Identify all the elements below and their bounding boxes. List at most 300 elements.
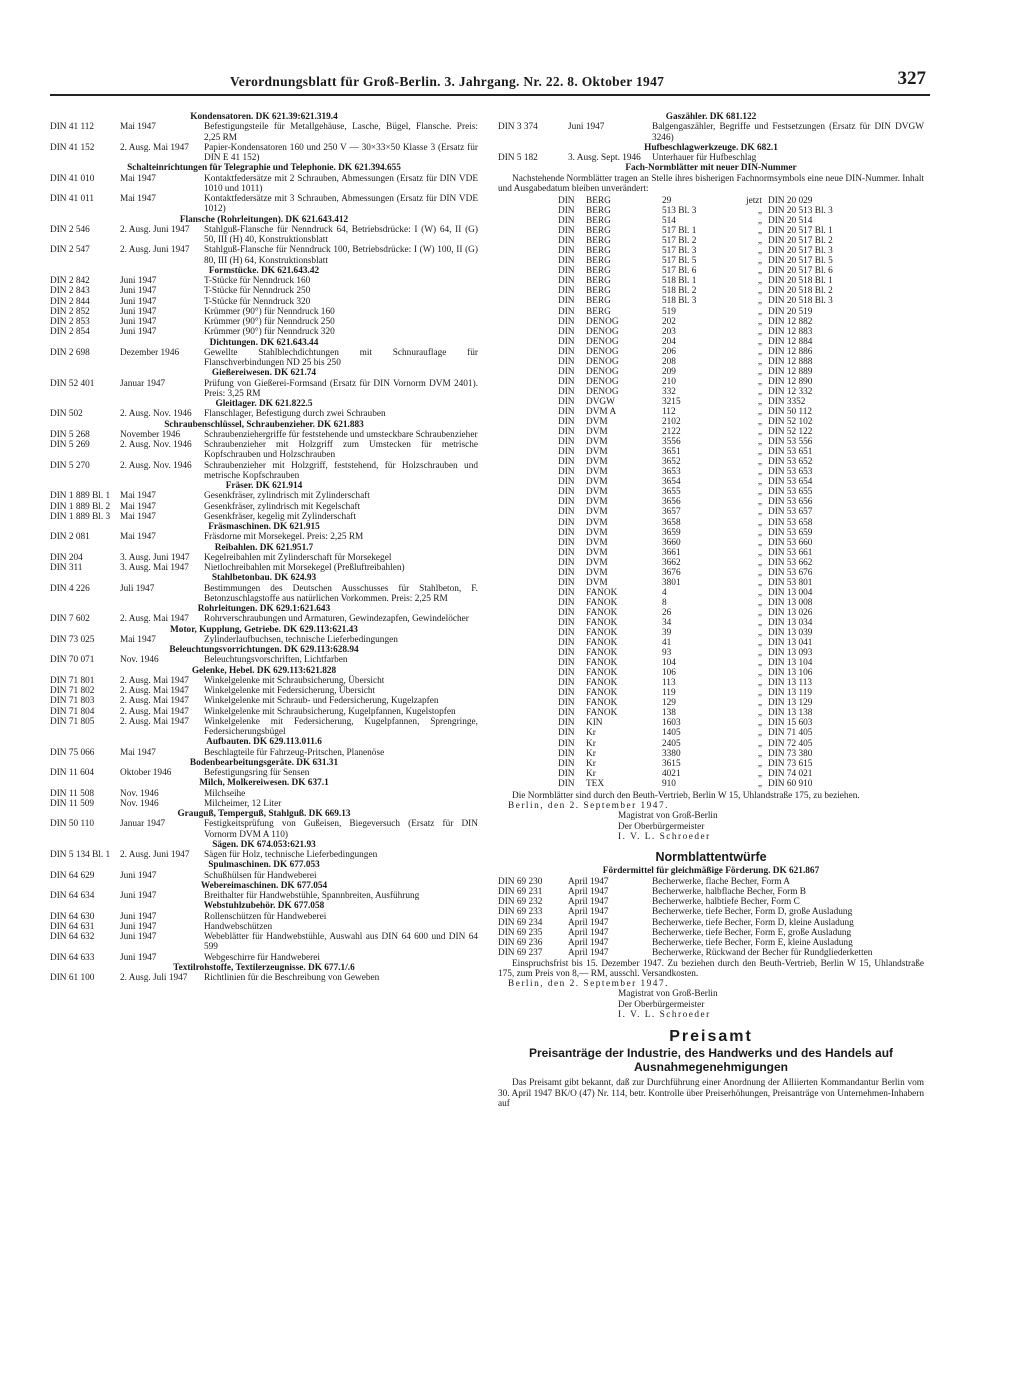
renumber-cell: DVM: [586, 467, 608, 478]
norm-entry: [50, 655, 478, 665]
renumber-cell: „: [757, 236, 762, 247]
renumber-cell: DIN: [558, 376, 575, 387]
section-heading: Webstuhlzubehör. DK 677.058: [203, 901, 325, 912]
renumber-cell: DIN 13 039: [768, 628, 813, 639]
renumber-cell: 2102: [662, 417, 681, 428]
norm-title: Beleuchtungsvorschriften, Lichtfarben: [204, 655, 348, 666]
renumber-cell: DIN: [558, 507, 575, 518]
entwuerfe-date: Berlin, den 2. September 1947.: [508, 979, 669, 990]
renumber-cell: FANOK: [586, 658, 618, 669]
section-heading: Motor, Kupplung, Getriebe. DK 629.113:621.43: [170, 624, 358, 635]
renumber-cell: Kr: [586, 768, 596, 779]
renumber-cell: DIN: [558, 326, 575, 337]
renumber-cell: DIN 12 890: [768, 376, 813, 387]
renumber-cell: DIN 12 888: [768, 356, 813, 367]
preisamt-title: Preisamt: [669, 1028, 753, 1046]
section-heading: Reibahlen. DK 621.951.7: [214, 542, 314, 553]
issue-date: April 1947: [568, 927, 609, 938]
renumber-row: [558, 337, 924, 347]
renumber-cell: DENOG: [586, 386, 619, 397]
norm-title: Milchseihe: [204, 788, 246, 799]
renumber-cell: DIN: [558, 567, 575, 578]
renumber-cell: DIN: [558, 487, 575, 498]
norm-entry: [498, 153, 924, 163]
section-heading: Fräsmaschinen. DK 621.915: [208, 522, 320, 532]
norm-title: T-Stücke für Nenndruck 160: [204, 276, 311, 286]
renumber-cell: DIN: [558, 366, 575, 377]
norm-title: Winkelgelenke mit Federsicherung, Kugelpfannen, Sprengringe, Federsicherungsbügel: [204, 716, 478, 737]
renumber-cell: DIN 13 119: [768, 688, 813, 699]
renumber-row: [558, 598, 924, 608]
entwuerfe-list: [498, 877, 924, 959]
section-heading: Kondensatoren. DK 621.39:621.319.4: [190, 112, 338, 122]
renumber-cell: 3660: [662, 537, 681, 548]
signatory-office: Magistrat von Groß-Berlin: [618, 811, 718, 822]
renumber-cell: DIN: [558, 527, 575, 538]
norm-entry: [50, 194, 478, 215]
renumber-cell: „: [757, 557, 762, 568]
renumber-cell: 519: [662, 306, 676, 317]
norm-title: Handwebschützen: [204, 921, 273, 932]
renumber-cell: 3380: [662, 748, 681, 759]
issue-date: Juni 1947: [120, 317, 157, 327]
issue-date: 2. Ausg. Juni 1947: [120, 850, 190, 860]
renumber-cell: 3655: [662, 487, 681, 498]
norm-title: Winkelgelenke mit Schraub- und Federsicherung, Kugelzapfen: [204, 696, 439, 707]
issue-date: Juni 1947: [120, 306, 157, 317]
renumber-cell: DIN 20 517 Bl. 5: [768, 256, 833, 267]
renumber-cell: 518 Bl. 3: [662, 296, 697, 307]
issue-date: Mai 1947: [120, 747, 156, 758]
renumber-cell: DIN 53 658: [768, 517, 813, 528]
renumber-cell: „: [757, 517, 762, 528]
renumber-cell: „: [757, 728, 762, 739]
renumber-table: [498, 196, 924, 789]
renumber-row: [558, 216, 924, 226]
renumber-cell: DIN: [558, 748, 575, 759]
renumber-cell: „: [757, 427, 762, 438]
issue-date: Nov. 1946: [120, 798, 159, 809]
din-number: DIN 64 630: [50, 911, 95, 922]
renumber-cell: DIN: [558, 386, 575, 397]
renumber-cell: 210: [662, 376, 676, 387]
norm-entry: [50, 512, 478, 522]
renumber-cell: FANOK: [586, 708, 618, 719]
renumber-row: [558, 518, 924, 528]
norm-entry: [50, 286, 478, 296]
din-number: DIN 11 509: [50, 798, 95, 809]
section-heading: Gaszähler. DK 681.122: [665, 112, 757, 122]
norm-title: Rohrverschraubungen und Armaturen, Gewindezapfen, Gewindelöcher: [204, 614, 469, 625]
renumber-cell: „: [757, 638, 762, 649]
renumber-row: [558, 377, 924, 387]
section-heading: Gelenke, Hebel. DK 629.113:621.828: [191, 665, 337, 676]
renumber-row: [558, 487, 924, 497]
renumber-cell: DVM: [586, 417, 608, 428]
renumber-cell: FANOK: [586, 648, 618, 659]
renumber-cell: „: [757, 718, 762, 729]
renumber-row: [558, 578, 924, 588]
renumber-cell: 26: [662, 607, 672, 618]
renumber-row: [558, 246, 924, 256]
norm-title: Prüfung von Gießerei-Formsand (Ersatz für DIN Vornorm DVM 2401). Preis: 3,25 RM: [204, 378, 478, 399]
norm-title: Gesenkfräser, zylindrisch mit Zylinderschaft: [204, 491, 370, 502]
renumber-cell: „: [757, 256, 762, 267]
renumber-cell: DIN 53 659: [768, 527, 813, 538]
din-number: DIN 5 270: [50, 460, 90, 471]
renumber-cell: 3656: [662, 497, 681, 508]
renumber-cell: BERG: [586, 206, 611, 217]
din-number: DIN 2 698: [50, 347, 90, 358]
renumber-cell: 8: [662, 597, 667, 608]
renumber-cell: „: [757, 467, 762, 478]
renumber-cell: FANOK: [586, 638, 618, 649]
section-heading: Dichtungen. DK 621.643.44: [209, 337, 319, 348]
renumber-cell: DIN: [558, 557, 575, 568]
din-number: DIN 3 374: [498, 122, 538, 133]
renumber-cell: DIN 20 514: [768, 216, 813, 227]
renumber-cell: 3676: [662, 567, 681, 578]
renumber-cell: 517 Bl. 1: [662, 226, 697, 237]
entwuerfe-subtitle: Fördermittel für gleichmäßige Förderung. DK 621.867: [602, 866, 820, 877]
norm-title: Stahlguß-Flansche für Nenndruck 64, Betriebsdrücke: I (W) 64, II (G) 50, III (H) 40, Konstruktionsblatt: [204, 224, 478, 245]
renumber-cell: BERG: [586, 306, 611, 317]
renumber-cell: BERG: [586, 286, 611, 297]
renumber-cell: DIN: [558, 467, 575, 478]
renumber-cell: DIN: [558, 628, 575, 639]
distribution-note: Die Normblätter sind durch den Beuth-Vertrieb, Berlin W 15, Uhlandstraße 175, zu beziehen.: [512, 790, 860, 801]
renumber-row: [558, 749, 924, 759]
renumber-cell: 517 Bl. 3: [662, 246, 697, 257]
norm-title: Rollenschützen für Handweberei: [204, 911, 327, 922]
renumber-row: [558, 528, 924, 538]
renumber-cell: „: [757, 356, 762, 367]
renumber-cell: „: [757, 266, 762, 277]
din-number: DIN 1 889 Bl. 1: [50, 491, 111, 502]
page-header: [50, 66, 930, 96]
renumber-cell: DENOG: [586, 366, 619, 377]
renumber-cell: FANOK: [586, 688, 618, 699]
renumber-cell: 4: [662, 587, 667, 598]
renumber-cell: DIN: [558, 497, 575, 508]
renumber-cell: „: [757, 527, 762, 538]
renumber-cell: DIN: [558, 396, 575, 407]
renumber-cell: DIN 12 332: [768, 386, 813, 397]
renumber-cell: DENOG: [586, 346, 619, 357]
renumber-cell: 3652: [662, 457, 681, 468]
renumber-cell: DIN 12 884: [768, 336, 813, 347]
renumber-cell: DIN: [558, 316, 575, 327]
issue-date: Oktober 1946: [120, 768, 172, 778]
renumber-cell: 1603: [662, 718, 681, 729]
renumber-cell: 41: [662, 638, 672, 649]
renumber-cell: DVM: [586, 477, 608, 488]
norm-title: Befestigungsteile für Metallgehäuse, Lasche, Bügel, Flansche. Preis: 2,25 RM: [204, 122, 478, 143]
din-number: DIN 69 237: [498, 948, 543, 959]
norm-title: Nietlochreibahlen mit Morsekegel (Preßluftreibahlen): [204, 563, 405, 573]
renumber-cell: DIN 71 405: [768, 728, 813, 739]
renumber-cell: „: [757, 316, 762, 327]
renumber-row: [558, 708, 924, 718]
renumber-row: [558, 739, 924, 749]
norm-title: Unterhauer für Hufbeschlag: [652, 153, 757, 163]
norm-title: Winkelgelenke mit Schraubsicherung, Kugelpfannen, Kugelstopfen: [204, 706, 456, 717]
renumber-cell: DIN: [558, 778, 575, 789]
din-number: DIN 71 804: [50, 706, 95, 717]
signatory-title: Der Oberbürgermeister: [618, 821, 705, 832]
renumber-row: [558, 437, 924, 447]
renumber-cell: „: [757, 276, 762, 287]
renumber-row: [558, 718, 924, 728]
renumber-cell: DIN 73 615: [768, 758, 813, 769]
entwuerfe-signatory-name: I. V. L. Schroeder: [618, 1009, 711, 1020]
renumber-cell: BERG: [586, 226, 611, 237]
renumber-cell: DIN 20 517 Bl. 1: [768, 226, 833, 237]
renumber-cell: DIN: [558, 587, 575, 598]
renumber-cell: FANOK: [586, 698, 618, 709]
renumber-cell: DIN: [558, 437, 575, 448]
section-heading: Webereimaschinen. DK 677.054: [200, 880, 328, 891]
norm-entry: [50, 973, 478, 983]
norm-entry: [50, 348, 478, 369]
issue-date: 2. Ausg. Juni 1947: [120, 245, 190, 256]
issue-date: April 1947: [568, 948, 609, 959]
renumber-cell: DIN: [558, 226, 575, 237]
renumber-cell: DIN 53 655: [768, 487, 813, 498]
issue-date: April 1947: [568, 907, 609, 918]
renumber-cell: DIN: [558, 236, 575, 247]
issue-date: 2. Ausg. Mai 1947: [120, 686, 189, 696]
renumber-cell: 3654: [662, 477, 681, 488]
norm-title: Becherwerke, halbflache Becher, Form B: [652, 886, 806, 897]
norm-title: Schraubenzieher mit Holzgriff zum Umstecken für metrische Kopfschrauben und Holzschrauben: [204, 440, 478, 461]
renumber-cell: DENOG: [586, 336, 619, 347]
right-column: [498, 112, 924, 1109]
renumber-cell: „: [757, 708, 762, 719]
renumber-cell: DIN: [558, 246, 575, 257]
renumber-cell: „: [757, 758, 762, 769]
din-number: DIN 64 633: [50, 952, 95, 963]
renumber-cell: „: [757, 507, 762, 518]
issue-date: Mai 1947: [120, 173, 156, 184]
renumber-cell: „: [757, 698, 762, 709]
renumber-cell: Kr: [586, 758, 596, 769]
issue-date: April 1947: [568, 886, 609, 897]
renumber-row: [558, 236, 924, 246]
renumber-cell: „: [757, 336, 762, 347]
renumber-cell: DIN 53 660: [768, 537, 813, 548]
issue-date: Juni 1947: [120, 870, 157, 881]
din-number: DIN 4 226: [50, 583, 90, 594]
din-number: DIN 50 110: [50, 819, 95, 830]
renumber-cell: DIN 72 405: [768, 738, 813, 749]
renumber-row: [558, 548, 924, 558]
draft-entry: [498, 907, 924, 917]
issue-date: 2. Ausg. Mai 1947: [120, 142, 189, 153]
renumber-cell: DIN: [558, 577, 575, 588]
norm-title: Festigkeitsprüfung von Gußeisen, Biegeversuch (Ersatz für DIN Vornorm DVM A 110): [204, 819, 478, 840]
din-number: DIN 41 152: [50, 142, 95, 153]
renumber-cell: DVM: [586, 567, 608, 578]
norm-entry: [50, 440, 478, 461]
norm-title: Papier-Kondensatoren 160 und 250 V — 30×33×50 Klasse 3 (Ersatz für DIN E 41 152): [204, 142, 478, 163]
section-heading: Milch, Molkereiwesen. DK 637.1: [199, 778, 329, 789]
norm-title: Gesenkfräser, zylindrisch mit Kegelschaft: [204, 501, 361, 512]
renumber-cell: DIN 20 517 Bl. 3: [768, 246, 833, 257]
norm-entry: [50, 635, 478, 645]
issue-date: Juni 1947: [120, 911, 157, 922]
renumber-row: [558, 678, 924, 688]
din-number: DIN 1 889 Bl. 3: [50, 511, 111, 522]
renumber-cell: „: [757, 326, 762, 337]
renumber-cell: BERG: [586, 196, 611, 206]
renumber-cell: 3659: [662, 527, 681, 538]
renumber-cell: „: [757, 628, 762, 639]
renumber-cell: 119: [662, 688, 676, 699]
issue-date: Dezember 1946: [120, 347, 180, 358]
renumber-cell: DIN: [558, 417, 575, 428]
section-heading: Textilrohstoffe, Textilerzeugnisse. DK 677.1/.6: [173, 962, 355, 973]
renumber-cell: DIN: [558, 718, 575, 729]
renumber-row: [558, 628, 924, 638]
renumber-cell: DIN 13 129: [768, 698, 813, 709]
renumber-cell: „: [757, 437, 762, 448]
renumber-row: [558, 296, 924, 306]
norm-entry: [50, 799, 478, 809]
section-heading: Bodenbearbeitungsgeräte. DK 631.31: [189, 757, 339, 768]
renumber-cell: DVM: [586, 537, 608, 548]
renumber-cell: DIN: [558, 547, 575, 558]
renumber-cell: BERG: [586, 246, 611, 257]
renumber-cell: 910: [662, 778, 676, 789]
renumber-row: [558, 417, 924, 427]
issue-date: November 1946: [120, 429, 181, 440]
renumber-cell: DIN 12 883: [768, 326, 813, 337]
renumber-cell: DIN 53 653: [768, 467, 813, 478]
renumber-cell: 206: [662, 346, 676, 357]
renumber-cell: DIN 20 517 Bl. 2: [768, 236, 833, 247]
renumber-row: [558, 638, 924, 648]
renumber-cell: „: [757, 597, 762, 608]
renumber-cell: „: [757, 386, 762, 397]
renumber-cell: DIN: [558, 537, 575, 548]
din-number: DIN 2 842: [50, 276, 90, 286]
renumber-row: [558, 507, 924, 517]
renumber-cell: BERG: [586, 216, 611, 227]
renumber-cell: BERG: [586, 276, 611, 287]
renumber-cell: „: [757, 396, 762, 407]
norm-title: Webgeschirre für Handweberei: [204, 952, 320, 963]
din-number: DIN 64 629: [50, 870, 95, 881]
issue-date: 3. Ausg. Juni 1947: [120, 552, 190, 563]
renumber-cell: DIN: [558, 216, 575, 227]
issue-date: 2. Ausg. Nov. 1946: [120, 409, 192, 420]
norm-title: Zylinderlaufbuchsen, technische Lieferbedingungen: [204, 634, 398, 645]
renumber-cell: „: [757, 457, 762, 468]
renumber-cell: DIN 60 910: [768, 778, 813, 789]
renumber-cell: DIN: [558, 457, 575, 468]
renumber-cell: DIN: [558, 306, 575, 317]
din-number: DIN 69 233: [498, 907, 543, 918]
renumber-row: [558, 427, 924, 437]
renumber-cell: DIN 53 661: [768, 547, 813, 558]
renumber-cell: DIN 53 654: [768, 477, 813, 488]
issue-date: Juli 1947: [120, 583, 155, 594]
norm-title: Breithalter für Handwebstühle, Spannbreiten, Ausführung: [204, 891, 420, 901]
renumber-cell: DVM: [586, 437, 608, 448]
renumber-cell: DIN: [558, 286, 575, 297]
renumber-cell: Kr: [586, 738, 596, 749]
din-number: DIN 2 547: [50, 245, 90, 256]
norm-entry: [50, 225, 478, 246]
norm-title: Krümmer (90°) für Nenndruck 320: [204, 327, 335, 338]
norm-title: Becherwerke, tiefe Becher, Form E, kleine Ausladung: [652, 938, 853, 949]
renumber-cell: DIN: [558, 266, 575, 277]
renumber-cell: DIN: [558, 728, 575, 739]
left-column: [50, 112, 478, 983]
renumber-cell: FANOK: [586, 668, 618, 679]
renumber-cell: 106: [662, 668, 676, 679]
renumber-row: [558, 779, 924, 789]
din-number: DIN 41 010: [50, 173, 95, 184]
renumber-cell: DIN: [558, 206, 575, 217]
renumber-cell: „: [757, 366, 762, 377]
renumber-cell: Kr: [586, 728, 596, 739]
renumber-cell: 2122: [662, 427, 681, 438]
renumber-cell: 3556: [662, 437, 681, 448]
norm-entry: [50, 584, 478, 605]
issue-date: 3. Ausg. Mai 1947: [120, 563, 189, 573]
din-number: DIN 2 853: [50, 317, 90, 327]
din-number: DIN 7 602: [50, 614, 90, 625]
renumber-cell: DIN 13 106: [768, 668, 813, 679]
renumber-cell: KIN: [586, 718, 603, 729]
renumber-cell: DENOG: [586, 326, 619, 337]
renumber-cell: DVM: [586, 457, 608, 468]
renumber-cell: 517 Bl. 6: [662, 266, 697, 277]
renumber-cell: DIN 13 041: [768, 638, 813, 649]
din-number: DIN 41 011: [50, 194, 95, 204]
renumber-cell: DIN 3352: [768, 396, 806, 407]
renumber-cell: DIN: [558, 638, 575, 649]
norm-entry: [50, 491, 478, 501]
renumber-cell: DIN: [558, 447, 575, 458]
renumber-cell: DIN: [558, 668, 575, 679]
norm-entry: [50, 686, 478, 696]
renumber-cell: 2405: [662, 738, 681, 749]
entwuerfe-signatory-title: Der Oberbürgermeister: [618, 999, 705, 1010]
renumber-cell: BERG: [586, 296, 611, 307]
norm-title: Flanschlager, Befestigung durch zwei Schrauben: [204, 409, 386, 420]
renumber-row: [558, 407, 924, 417]
din-number: DIN 11 604: [50, 768, 95, 778]
renumber-cell: 513 Bl. 3: [662, 206, 697, 217]
renumber-cell: DIN 73 380: [768, 748, 813, 759]
norm-entry: [50, 717, 478, 738]
norm-title: Becherwerke, Rückwand der Becher für Rundgliederketten: [652, 948, 873, 959]
renumber-cell: DIN: [558, 658, 575, 669]
renumber-cell: DIN 74 021: [768, 768, 813, 779]
renumber-cell: 3215: [662, 396, 681, 407]
preisamt-heading: Preisanträge der Industrie, des Handwerks und des Handels auf Ausnahmegenehmigungen: [528, 1046, 894, 1075]
din-number: DIN 41 112: [50, 122, 95, 133]
renumber-cell: BERG: [586, 256, 611, 267]
draft-entry: [498, 887, 924, 897]
renumber-row: [558, 618, 924, 628]
issue-date: Juni 1947: [120, 286, 157, 297]
renumber-cell: 3658: [662, 517, 681, 528]
issue-date: 3. Ausg. Sept. 1946: [568, 153, 641, 163]
